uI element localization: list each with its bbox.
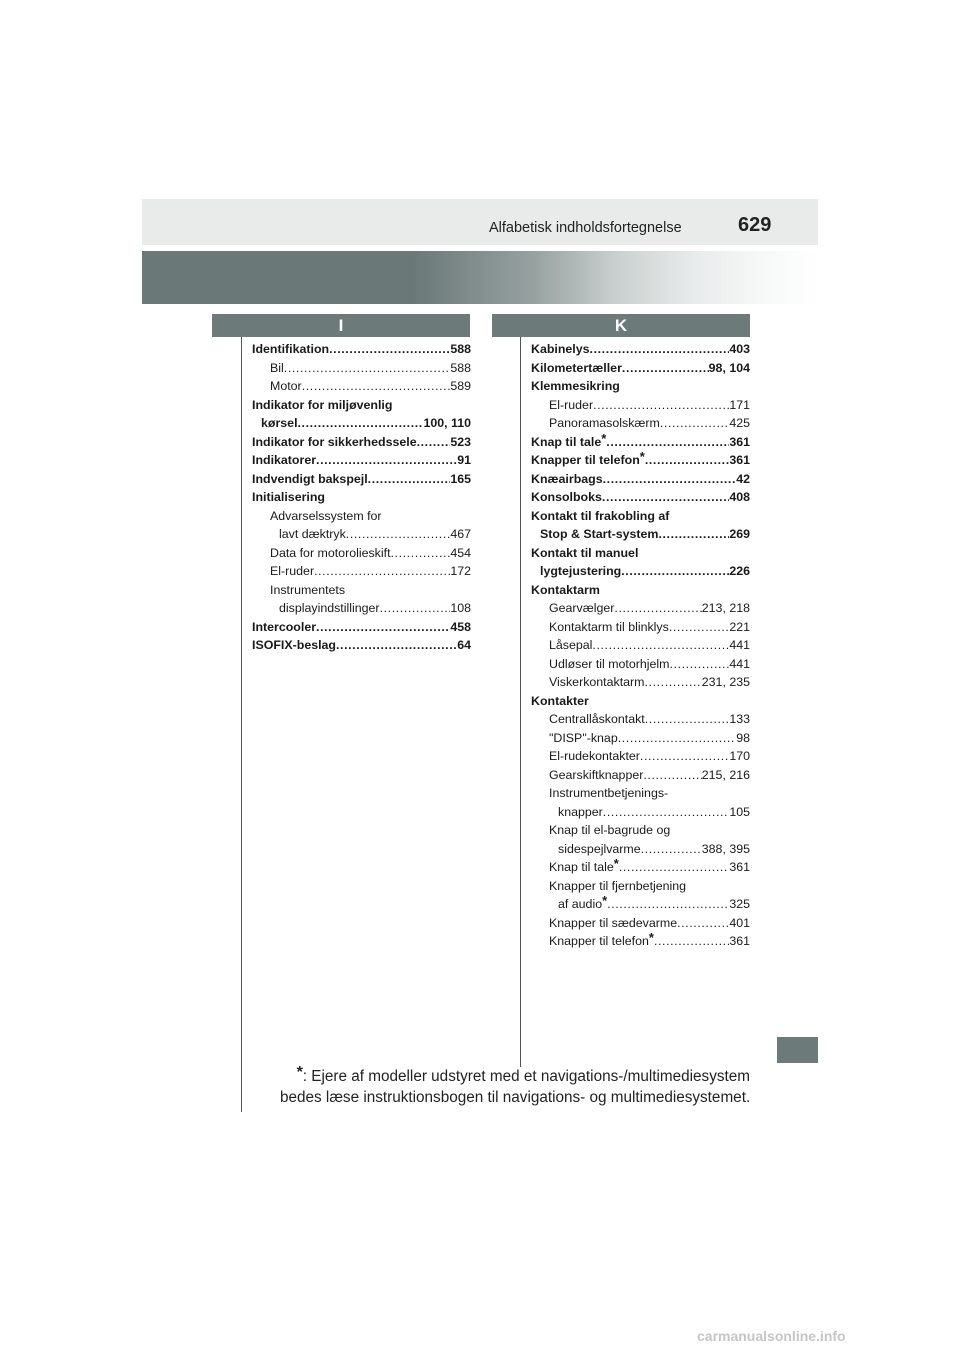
index-entry-text xyxy=(270,562,314,581)
section-header-k: K xyxy=(492,314,750,337)
index-entry-label: Indvendigt bakspejl xyxy=(252,471,368,486)
footnote-star: * xyxy=(639,449,645,464)
index-entry-page: 221 xyxy=(729,619,750,634)
dot-leader xyxy=(621,562,729,581)
index-entry-text xyxy=(549,932,654,951)
index-entry-page: 588 xyxy=(450,360,471,375)
dot-leader xyxy=(603,470,737,489)
index-entry-page: 133 xyxy=(729,712,750,726)
index-entry-text xyxy=(558,840,641,859)
index-entry-page: 226 xyxy=(729,564,750,578)
dot-leader xyxy=(284,359,451,378)
index-entry-text xyxy=(252,488,325,507)
dot-leader xyxy=(606,433,729,452)
index-entry-label: Kontakt til manuel xyxy=(531,545,639,560)
index-entry-label: ISOFIX-beslag xyxy=(252,638,336,652)
index-entry-label: Motor xyxy=(270,379,302,393)
dot-leader xyxy=(669,618,729,637)
index-entry-text xyxy=(540,525,658,544)
index-entry xyxy=(252,340,471,359)
index-entry-page: 213, 218 xyxy=(701,601,750,615)
index-entry xyxy=(531,840,750,859)
index-entry-text xyxy=(279,525,346,544)
index-entry xyxy=(252,507,471,526)
dot-leader xyxy=(614,599,701,618)
index-entry xyxy=(531,414,750,433)
index-entry-label: Knæairbags xyxy=(531,471,603,486)
index-entry-label: Bil xyxy=(270,360,284,375)
index-entry xyxy=(252,396,471,415)
index-entry xyxy=(252,377,471,396)
index-entry-text xyxy=(549,784,668,803)
chapter-thumb-tab xyxy=(777,1037,818,1063)
footnote-line-1 xyxy=(280,1066,750,1087)
index-entry-text xyxy=(531,359,622,378)
index-entry-label: Knap til el-bagrude og xyxy=(549,823,671,837)
index-entry-label: Identifikation xyxy=(252,342,330,356)
index-entry xyxy=(531,396,750,415)
index-entry-label: Indikator for miljøvenlig xyxy=(252,397,393,412)
index-entry-label: Advarselssystem for xyxy=(270,508,382,523)
index-entry-label: af audio xyxy=(558,897,603,911)
footnote-text-1: : Ejere af modeller udstyret med et navigations-/multimediesystem xyxy=(302,1068,750,1085)
index-entry xyxy=(531,729,750,748)
index-entry-text xyxy=(252,470,368,489)
index-entry-text xyxy=(252,451,316,470)
index-entry xyxy=(531,470,750,489)
index-entry xyxy=(252,414,471,433)
index-entry-label: Gearskiftknapper xyxy=(549,767,644,782)
dot-leader xyxy=(622,359,709,378)
index-entry xyxy=(531,895,750,914)
index-entry-page: 425 xyxy=(729,416,750,430)
index-entry xyxy=(531,599,750,618)
index-entry-label: El-rudekontakter xyxy=(549,749,640,763)
index-entry-page: 361 xyxy=(729,934,750,948)
index-entry-label: Intercooler xyxy=(252,619,317,634)
index-entry-label: Udløser til motorhjelm xyxy=(549,656,670,671)
index-entry-page: 100, 110 xyxy=(423,416,471,430)
index-entry xyxy=(531,507,750,526)
index-entry-text xyxy=(531,470,603,489)
dot-leader xyxy=(302,377,451,396)
dot-leader xyxy=(677,914,729,933)
dot-leader xyxy=(618,729,736,748)
index-entry xyxy=(531,747,750,766)
index-entry-label: Kabinelys xyxy=(531,342,590,356)
footnote-star: * xyxy=(601,430,607,446)
index-entry-label: Stop & Start-system xyxy=(540,527,659,541)
index-entry-page: 408 xyxy=(729,490,750,504)
index-entry-page: 64 xyxy=(457,638,471,652)
index-entry-page: 467 xyxy=(450,527,471,541)
index-entry-page: 231, 235 xyxy=(701,675,750,689)
index-entry-label: El-ruder xyxy=(270,564,315,578)
dot-leader xyxy=(592,636,729,655)
index-entry-text xyxy=(549,877,686,896)
index-entry-label: Data for motorolieskift xyxy=(270,545,391,560)
index-entry-text xyxy=(558,803,603,822)
left-column-rule xyxy=(241,337,242,1112)
index-entry-label: lavt dæktryk xyxy=(279,527,346,541)
index-entry xyxy=(252,599,471,618)
index-entry xyxy=(531,488,750,507)
header-bar xyxy=(142,199,818,245)
index-entry-label: kørsel xyxy=(261,416,298,430)
index-entry-page: 215, 216 xyxy=(701,767,750,782)
index-entry xyxy=(531,562,750,581)
index-entry-label: Instrumentets xyxy=(270,582,346,597)
index-entry xyxy=(531,692,750,711)
index-entry-text xyxy=(270,581,345,600)
dot-leader xyxy=(380,599,451,618)
index-entry xyxy=(531,581,750,600)
index-entry-text xyxy=(558,895,607,914)
index-entry xyxy=(531,618,750,637)
index-column-i xyxy=(252,340,471,655)
index-entry-page: 98, 104 xyxy=(708,360,750,375)
index-entry xyxy=(252,525,471,544)
index-entry-page: 523 xyxy=(450,434,471,449)
index-entry-page: 588 xyxy=(450,342,471,356)
index-entry-page: 589 xyxy=(450,379,471,393)
index-entry-page: 458 xyxy=(450,619,471,634)
index-entry xyxy=(531,821,750,840)
index-entry-text xyxy=(252,396,392,415)
index-entry-page: 172 xyxy=(450,564,471,578)
footnote xyxy=(280,1066,750,1108)
index-entry xyxy=(252,544,471,563)
index-entry-text xyxy=(279,599,380,618)
index-entry-text xyxy=(549,655,670,674)
index-entry-label: Låsepal xyxy=(549,638,593,652)
index-entry xyxy=(531,858,750,877)
footnote-marker: * xyxy=(296,1064,303,1081)
dot-leader xyxy=(316,618,450,637)
dot-leader xyxy=(658,525,729,544)
index-entry-page: 441 xyxy=(729,638,750,652)
index-entry-page: 42 xyxy=(736,471,750,486)
dot-leader xyxy=(346,525,451,544)
index-entry-text xyxy=(531,544,638,563)
dot-leader xyxy=(368,470,451,489)
dot-leader xyxy=(298,414,424,433)
index-entry-page: 361 xyxy=(729,860,750,874)
index-entry-label: Initialisering xyxy=(252,490,325,504)
index-entry xyxy=(252,359,471,378)
footnote-star: * xyxy=(613,856,619,871)
dot-leader xyxy=(640,747,729,766)
index-entry-page: 325 xyxy=(729,897,750,911)
index-entry xyxy=(252,618,471,637)
index-entry-text xyxy=(549,729,618,748)
index-column-k xyxy=(531,340,750,951)
index-entry xyxy=(531,340,750,359)
index-entry-text xyxy=(531,692,589,711)
index-entry-label: Indikatorer xyxy=(252,453,317,467)
dot-leader xyxy=(391,544,451,563)
index-entry-text xyxy=(531,377,620,396)
dot-leader xyxy=(316,451,457,470)
index-entry-page: 105 xyxy=(729,804,750,819)
index-entry-text xyxy=(270,359,284,378)
dot-leader xyxy=(660,414,729,433)
index-entry-label: "DISP"-knap xyxy=(549,730,618,745)
dot-leader xyxy=(602,488,729,507)
index-entry-text xyxy=(270,507,382,526)
index-entry-text xyxy=(261,414,298,433)
index-entry-text xyxy=(531,451,645,470)
index-entry-page: 454 xyxy=(450,545,471,560)
page-header-title: Alfabetisk indholdsfortegnelse xyxy=(489,220,682,236)
index-entry-text xyxy=(549,766,643,785)
index-entry-text xyxy=(549,599,614,618)
index-entry-text xyxy=(270,377,302,396)
index-entry xyxy=(531,766,750,785)
index-entry-label: Knapper til sædevarme xyxy=(549,915,678,930)
index-entry-label: Knapper til telefon xyxy=(549,934,649,948)
index-entry-text xyxy=(531,507,669,526)
index-entry xyxy=(531,710,750,729)
index-entry-text xyxy=(549,636,592,655)
index-entry xyxy=(252,581,471,600)
index-entry xyxy=(252,433,471,452)
index-entry xyxy=(252,470,471,489)
dot-leader xyxy=(641,840,702,859)
decorative-gradient-band xyxy=(142,251,818,304)
index-entry xyxy=(531,877,750,896)
index-entry-label: Indikator for sikkerhedssele xyxy=(252,434,417,449)
index-entry-text xyxy=(531,340,590,359)
index-entry-page: 403 xyxy=(729,342,750,356)
index-entry xyxy=(531,655,750,674)
index-entry-label: Kontaktarm xyxy=(531,582,600,597)
index-entry-text xyxy=(549,858,619,877)
index-entry xyxy=(531,914,750,933)
index-entry-label: Knapper til fjernbetjening xyxy=(549,878,687,893)
dot-leader xyxy=(645,673,702,692)
footnote-star: * xyxy=(648,930,654,945)
index-entry-label: lygtejustering xyxy=(540,564,622,578)
section-header-i: I xyxy=(212,314,470,337)
index-entry-text xyxy=(549,396,593,415)
index-entry-text xyxy=(531,488,602,507)
index-entry xyxy=(531,932,750,951)
index-entry-page: 269 xyxy=(729,527,750,541)
index-entry-text xyxy=(252,340,329,359)
dot-leader xyxy=(619,858,730,877)
index-entry-label: Kilometertæller xyxy=(531,360,622,375)
dot-leader xyxy=(590,340,730,359)
index-entry-text xyxy=(549,821,670,840)
dot-leader xyxy=(329,340,450,359)
index-entry-text xyxy=(549,618,669,637)
index-entry-label: sidespejlvarme xyxy=(558,841,641,856)
index-entry xyxy=(252,562,471,581)
index-entry xyxy=(531,359,750,378)
index-entry-label: Knapper til telefon xyxy=(531,453,640,467)
index-entry-label: Panoramasolskærm xyxy=(549,416,660,430)
index-entry xyxy=(531,525,750,544)
dot-leader xyxy=(593,396,729,415)
index-entry-page: 441 xyxy=(729,656,750,671)
footnote-star: * xyxy=(602,893,608,908)
index-entry-page: 361 xyxy=(729,434,750,449)
index-entry xyxy=(531,636,750,655)
index-entry xyxy=(252,636,471,655)
index-entry-page: 170 xyxy=(729,749,750,763)
index-entry xyxy=(252,488,471,507)
index-entry-text xyxy=(549,747,640,766)
index-entry xyxy=(531,784,750,803)
dot-leader xyxy=(643,766,701,785)
index-entry xyxy=(252,451,471,470)
dot-leader xyxy=(654,932,729,951)
index-entry-text xyxy=(549,710,645,729)
index-entry-label: Kontakt til frakobling af xyxy=(531,508,670,523)
index-entry-label: Gearvælger xyxy=(549,601,615,615)
dot-leader xyxy=(417,433,451,452)
index-entry-text xyxy=(540,562,621,581)
index-entry-label: displayindstillinger xyxy=(279,601,380,615)
column-divider xyxy=(520,337,521,1067)
dot-leader xyxy=(645,710,730,729)
index-entry xyxy=(531,673,750,692)
index-entry-text xyxy=(549,914,677,933)
index-entry-text xyxy=(531,581,600,600)
index-entry-label: Knap til tale xyxy=(531,434,602,449)
index-entry-label: El-ruder xyxy=(549,397,594,412)
index-entry xyxy=(531,803,750,822)
index-entry-page: 98 xyxy=(736,730,750,745)
index-entry-label: knapper xyxy=(558,804,603,819)
dot-leader xyxy=(336,636,457,655)
page-number: 629 xyxy=(738,214,772,236)
index-entry-label: Knap til tale xyxy=(549,860,614,874)
index-entry-text xyxy=(270,544,391,563)
watermark-text: carmanualsonline.info xyxy=(697,1328,846,1344)
index-entry xyxy=(531,451,750,470)
index-entry-text xyxy=(549,673,645,692)
index-entry-label: Instrumentbetjenings- xyxy=(549,786,669,800)
index-entry-label: Kontaktarm til blinklys xyxy=(549,619,669,634)
index-entry-label: Konsolboks xyxy=(531,490,602,504)
index-entry-page: 361 xyxy=(729,453,750,467)
dot-leader xyxy=(607,895,729,914)
dot-leader xyxy=(603,803,730,822)
dot-leader xyxy=(670,655,730,674)
footnote-line-2: bedes læse instruktionsbogen til navigations- og multimediesystemet. xyxy=(280,1089,751,1106)
index-entry-page: 108 xyxy=(450,601,471,615)
index-entry-label: Centrallåskontakt xyxy=(549,712,645,726)
index-entry-text xyxy=(531,430,607,452)
index-entry-text xyxy=(252,618,316,637)
index-entry-page: 401 xyxy=(729,915,750,930)
index-entry xyxy=(531,377,750,396)
index-entry-page: 165 xyxy=(450,471,471,486)
index-entry-text xyxy=(252,433,417,452)
index-entry-page: 91 xyxy=(457,453,471,467)
index-entry xyxy=(531,544,750,563)
index-entry-text xyxy=(252,636,336,655)
index-entry-label: Klemmesikring xyxy=(531,379,620,393)
index-entry-label: Viskerkontaktarm xyxy=(549,675,645,689)
dot-leader xyxy=(314,562,450,581)
index-entry-page: 171 xyxy=(729,397,750,412)
index-entry-label: Kontakter xyxy=(531,693,589,708)
dot-leader xyxy=(645,451,729,470)
index-entry-page: 388, 395 xyxy=(701,841,750,856)
